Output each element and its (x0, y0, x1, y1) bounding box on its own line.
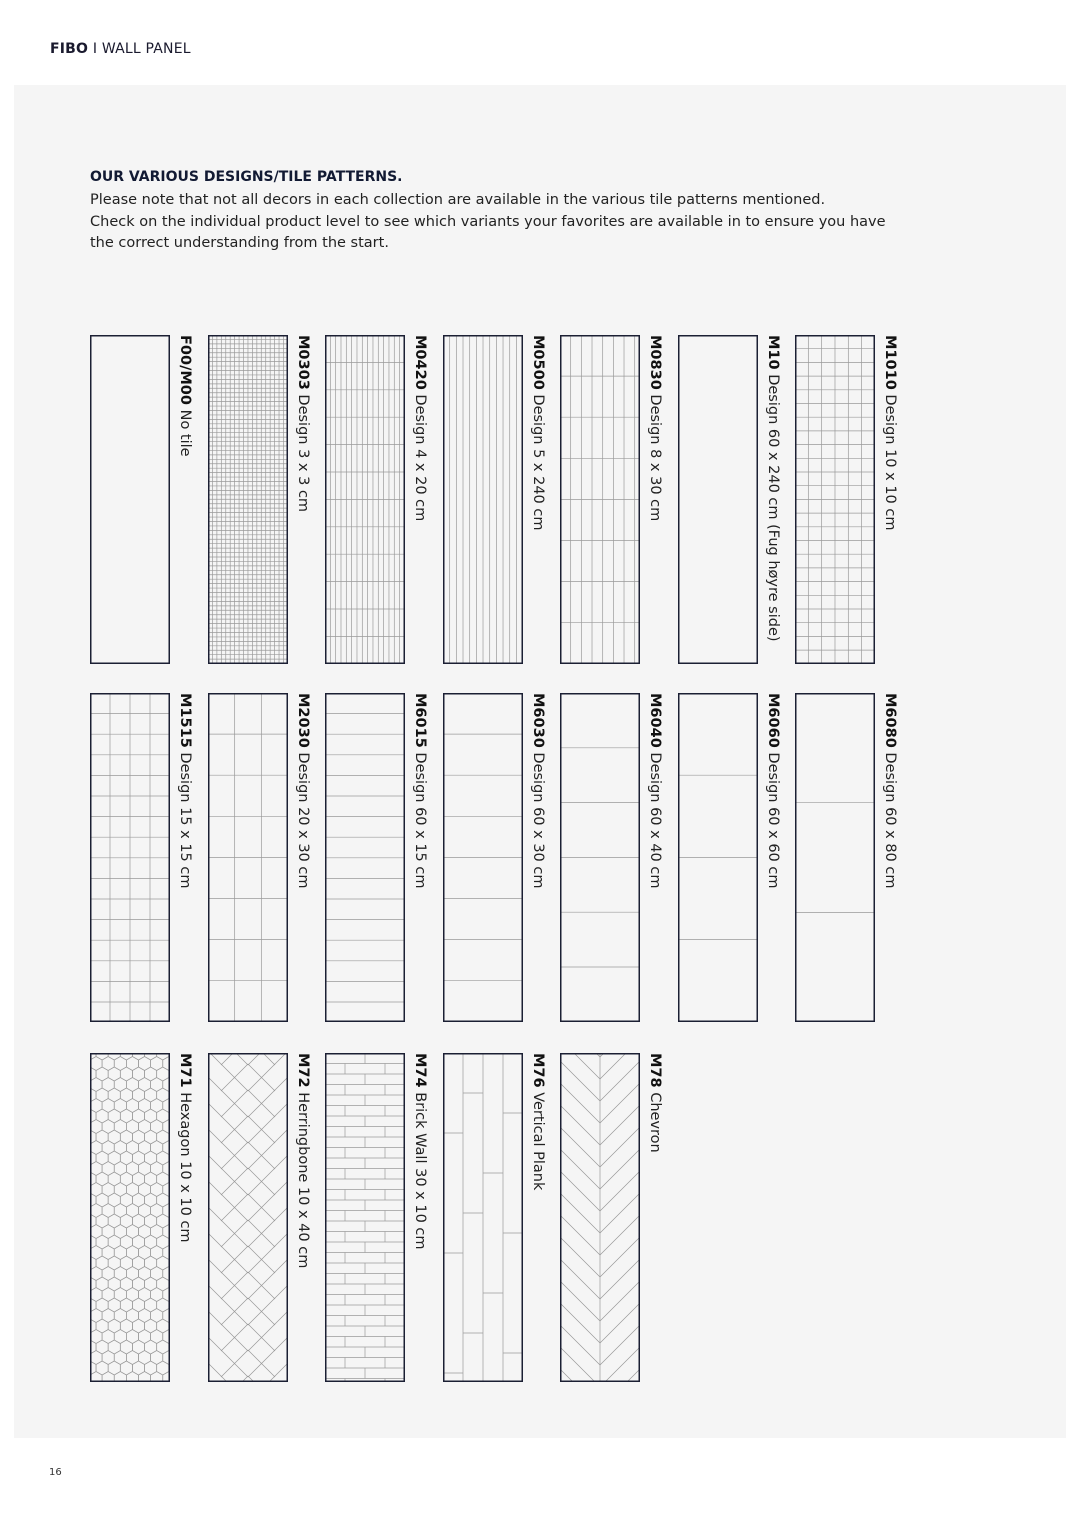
tile-pattern-m10 (678, 335, 758, 664)
tile-background (678, 335, 758, 664)
pattern-code: M6080 (882, 693, 898, 748)
intro-line: Please note that not all decors in each collection are available in the various tile patterns mentioned. (90, 192, 826, 208)
page-number: 16 (49, 1467, 62, 1478)
tile-pattern-m0420 (325, 335, 405, 664)
pattern-code: M78 (647, 1053, 663, 1088)
tile-pattern-m1010 (795, 335, 875, 664)
pattern-desc: No tile (177, 409, 193, 457)
pattern-label (177, 335, 193, 457)
page-header (50, 41, 191, 57)
pattern-desc: Chevron (647, 1092, 663, 1153)
pattern-label (177, 693, 193, 889)
intro-text (90, 190, 910, 255)
pattern-desc: Design 3 x 3 cm (295, 394, 311, 513)
pattern-code: M10 (765, 335, 781, 370)
brand-name: FIBO (50, 41, 89, 57)
pattern-desc: Design 60 x 240 cm (Fug høyre side) (765, 374, 781, 642)
pattern-code: M1515 (177, 693, 193, 748)
pattern-desc: Design 60 x 60 cm (765, 752, 781, 889)
pattern-desc: Hexagon 10 x 10 cm (177, 1092, 193, 1243)
pattern-desc: Design 20 x 30 cm (295, 752, 311, 889)
pattern-desc: Design 60 x 15 cm (412, 752, 428, 889)
tile-pattern-m6040 (560, 693, 640, 1022)
pattern-code: M6040 (647, 693, 663, 748)
tile-pattern-m0303 (208, 335, 288, 664)
tile-pattern-m0830 (560, 335, 640, 664)
pattern-label (765, 335, 781, 642)
pattern-code: M74 (412, 1053, 428, 1088)
tile-pattern-m76 (443, 1053, 523, 1382)
pattern-desc: Design 8 x 30 cm (647, 394, 663, 522)
pattern-code: M0830 (647, 335, 663, 390)
pattern-label (295, 693, 311, 889)
tile-background (90, 335, 170, 664)
pattern-code: M72 (295, 1053, 311, 1088)
intro-line: Check on the individual product level to see which variants your favorites are available in to ensure you have (90, 213, 886, 230)
pattern-code: M6030 (530, 693, 546, 748)
tile-pattern-m6060 (678, 693, 758, 1022)
pattern-label (647, 693, 663, 889)
tile-pattern-m6030 (443, 693, 523, 1022)
pattern-label (412, 1053, 428, 1250)
tile-background (208, 1053, 288, 1382)
pattern-code: M2030 (295, 693, 311, 748)
tile-pattern-m78 (560, 1053, 640, 1382)
tile-pattern-m2030 (208, 693, 288, 1022)
pattern-label (412, 693, 428, 889)
pattern-code: M6015 (412, 693, 428, 748)
pattern-desc: Design 15 x 15 cm (177, 752, 193, 889)
pattern-label (647, 1053, 663, 1153)
pattern-code: M71 (177, 1053, 193, 1088)
pattern-label (295, 335, 311, 512)
pattern-label (412, 335, 428, 521)
tile-pattern-m71 (90, 1053, 170, 1382)
pattern-code: M6060 (765, 693, 781, 748)
pattern-code: M76 (530, 1053, 546, 1088)
pattern-desc: Design 4 x 20 cm (412, 394, 428, 522)
tile-pattern-m74 (325, 1053, 405, 1382)
pattern-desc: Design 60 x 80 cm (882, 752, 898, 889)
pattern-label (530, 693, 546, 889)
pattern-label (765, 693, 781, 889)
tile-pattern-m0500 (443, 335, 523, 664)
pattern-code: M0303 (295, 335, 311, 390)
tile-pattern-f00-m00 (90, 335, 170, 664)
tile-pattern-m6080 (795, 693, 875, 1022)
pattern-label (530, 1053, 546, 1190)
pattern-label (882, 693, 898, 889)
pattern-code: F00/M00 (177, 335, 193, 405)
pattern-code: M1010 (882, 335, 898, 390)
pattern-desc: Design 10 x 10 cm (882, 394, 898, 531)
header-separator: I (92, 41, 98, 57)
pattern-desc: Design 5 x 240 cm (530, 394, 546, 531)
pattern-desc: Design 60 x 40 cm (647, 752, 663, 889)
pattern-label (647, 335, 663, 521)
section-title: OUR VARIOUS DESIGNS/TILE PATTERNS. (90, 169, 403, 185)
pattern-code: M0500 (530, 335, 546, 390)
pattern-code: M0420 (412, 335, 428, 390)
tile-pattern-m1515 (90, 693, 170, 1022)
pattern-desc: Herringbone 10 x 40 cm (295, 1092, 311, 1269)
pattern-desc: Design 60 x 30 cm (530, 752, 546, 889)
pattern-label (530, 335, 546, 531)
pattern-label (177, 1053, 193, 1243)
tile-pattern-m6015 (325, 693, 405, 1022)
pattern-label (882, 335, 898, 531)
intro-line: the correct understanding from the start. (90, 235, 389, 251)
tile-background (795, 693, 875, 1022)
pattern-desc: Brick Wall 30 x 10 cm (412, 1092, 428, 1250)
pattern-desc: Vertical Plank (530, 1092, 546, 1191)
tile-pattern-m72 (208, 1053, 288, 1382)
header-section: WALL PANEL (101, 41, 191, 57)
pattern-label (295, 1053, 311, 1268)
